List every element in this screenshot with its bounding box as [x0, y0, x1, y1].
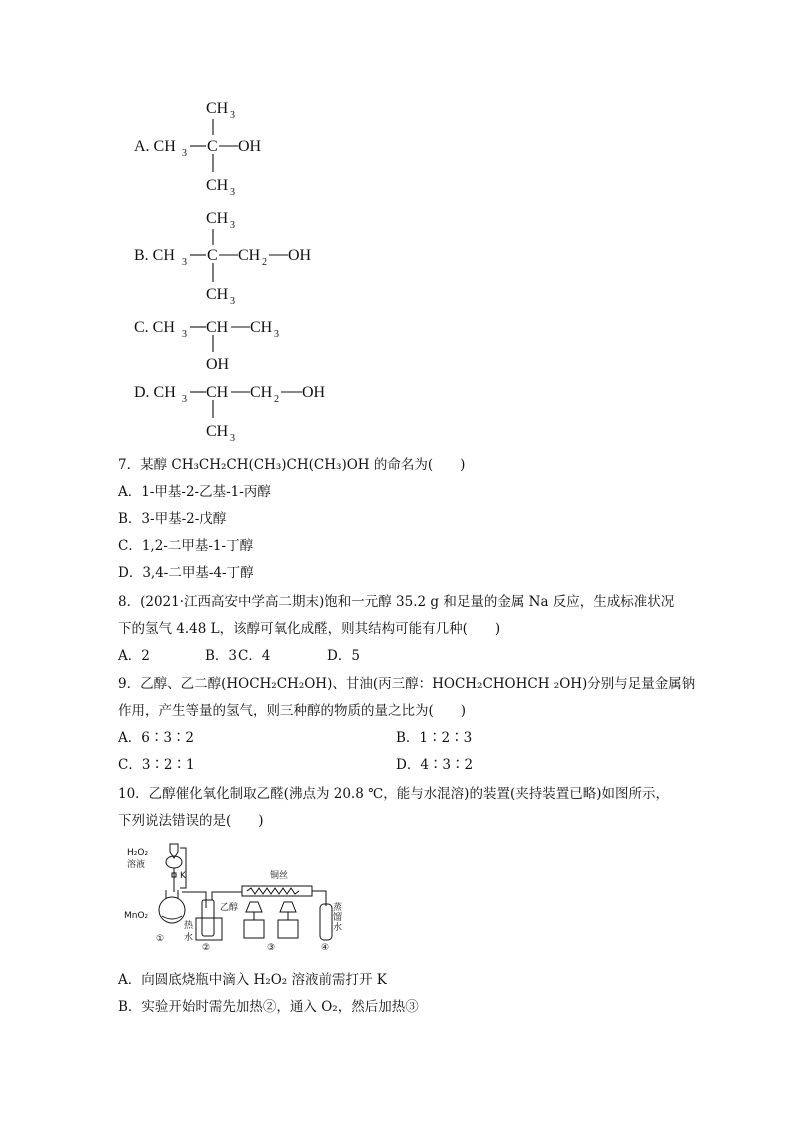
svg-text:3: 3: [230, 110, 235, 121]
q9-stem-line2: 作用，产生等量的氢气，则三种醇的物质的量之比为( ): [118, 703, 467, 719]
label-copper: 铜丝: [270, 871, 289, 881]
structure-b-bottom: CH: [206, 286, 229, 303]
structure-d-right: OH: [302, 384, 326, 401]
label-ethanol: 乙醇: [220, 903, 239, 913]
svg-text:3: 3: [230, 433, 235, 444]
q9-option-c: C．3∶2∶1: [118, 757, 195, 773]
svg-text:2: 2: [274, 394, 279, 405]
structure-c-right: CH: [250, 319, 273, 336]
structure-a-center: C: [207, 138, 218, 155]
svg-text:2: 2: [262, 257, 267, 268]
label-mno2: MnO₂: [124, 911, 149, 921]
q10-stem-line1: 10．乙醇催化氧化制取乙醛(沸点为 20.8 ℃，能与水混溶)的装置(夹持装置已略)如图所示，: [118, 786, 669, 802]
q7-option-a: A．1-甲基-2-乙基-1-丙醇: [118, 484, 271, 500]
q8-option-d: D．5: [327, 648, 360, 664]
label-distilled-1: 蒸: [333, 903, 342, 913]
structure-formulas: [0, 0, 794, 450]
hot-water-beaker: [196, 918, 222, 940]
svg-text:3: 3: [230, 296, 235, 307]
svg-text:3: 3: [182, 148, 187, 159]
label-h2o2: H₂O₂: [127, 848, 149, 858]
structure-d-left: D. CH: [134, 384, 176, 401]
burner-right: [278, 902, 298, 938]
svg-text:3: 3: [182, 329, 187, 340]
q7-option-b: B．3-甲基-2-戊醇: [118, 511, 227, 527]
structure-c-bottom: OH: [206, 356, 230, 373]
label-number-4: ④: [321, 943, 330, 950]
q7-stem: 7．某醇 CH₃CH₂CH(CH₃)CH(CH₃)OH 的命名为( ): [118, 457, 466, 473]
structure-b-right: OH: [288, 247, 312, 264]
q7-option-c: C．1,2-二甲基-1-丁醇: [118, 538, 254, 554]
structure-b: [134, 210, 312, 307]
q10-option-b: B．实验开始时需先加热②，通入 O₂，然后加热③: [118, 999, 419, 1015]
q8-option-b: B．3: [205, 648, 238, 664]
distilled-water-tube: [320, 904, 332, 940]
structure-b-mid: CH: [238, 247, 261, 264]
copper-wire: [247, 888, 299, 894]
label-distilled-3: 水: [333, 923, 342, 933]
burner-left: [244, 902, 264, 938]
structure-a-right: OH: [238, 138, 262, 155]
structure-d-bottom: CH: [206, 423, 229, 440]
label-water: 水: [184, 933, 194, 943]
label-number-1: ①: [156, 934, 165, 944]
structure-d: [134, 384, 326, 444]
q7-option-d: D．3,4-二甲基-4-丁醇: [118, 565, 254, 581]
apparatus-diagram: [122, 840, 342, 950]
structure-a: [134, 100, 262, 198]
svg-text:3: 3: [182, 257, 187, 268]
structure-a-left: A. CH: [134, 138, 176, 155]
svg-text:3: 3: [182, 394, 187, 405]
structure-d-mid: CH: [250, 384, 273, 401]
svg-text:3: 3: [230, 220, 235, 231]
label-number-3: ③: [267, 943, 276, 950]
q8-option-c: C．4: [238, 648, 271, 664]
structure-c: [134, 319, 279, 373]
label-hot: 热: [184, 921, 194, 931]
q9-stem-line1: 9．乙醇、乙二醇(HOCH₂CH₂OH)、甘油(丙三醇：HOCH₂CHOHCH ₂OH)分别与足量金属钠: [118, 676, 696, 692]
q10-stem-line2: 下列说法错误的是( ): [118, 813, 264, 829]
structure-b-top: CH: [206, 210, 229, 227]
svg-text:3: 3: [274, 329, 279, 340]
structure-b-left: B. CH: [134, 247, 175, 264]
structure-d-center: CH: [206, 384, 229, 401]
q9-option-d: D．4∶3∶2: [396, 757, 474, 773]
q9-option-b: B．1∶2∶3: [396, 730, 473, 746]
structure-a-top: CH: [206, 100, 229, 117]
svg-text:3: 3: [230, 187, 235, 198]
label-k: K: [180, 871, 186, 881]
label-solution: 溶液: [127, 860, 146, 870]
q8-stem-line1: 8．(2021·江西高安中学高二期末)饱和一元醇 35.2 g 和足量的金属 Na 反应，生成标准状况: [118, 594, 675, 610]
q9-option-a: A．6∶3∶2: [118, 730, 195, 746]
label-number-2: ②: [202, 943, 211, 950]
structure-a-bottom: CH: [206, 177, 229, 194]
q10-option-a: A．向圆底烧瓶中滴入 H₂O₂ 溶液前需打开 K: [118, 972, 387, 988]
structure-c-center: CH: [206, 319, 229, 336]
structure-c-left: C. CH: [134, 319, 175, 336]
q8-option-a: A．2: [118, 648, 150, 664]
structure-b-center: C: [207, 247, 218, 264]
label-distilled-2: 馏: [333, 913, 342, 923]
q8-stem-line2: 下的氢气 4.48 L，该醇可氧化成醛，则其结构可能有几种( ): [118, 621, 501, 637]
